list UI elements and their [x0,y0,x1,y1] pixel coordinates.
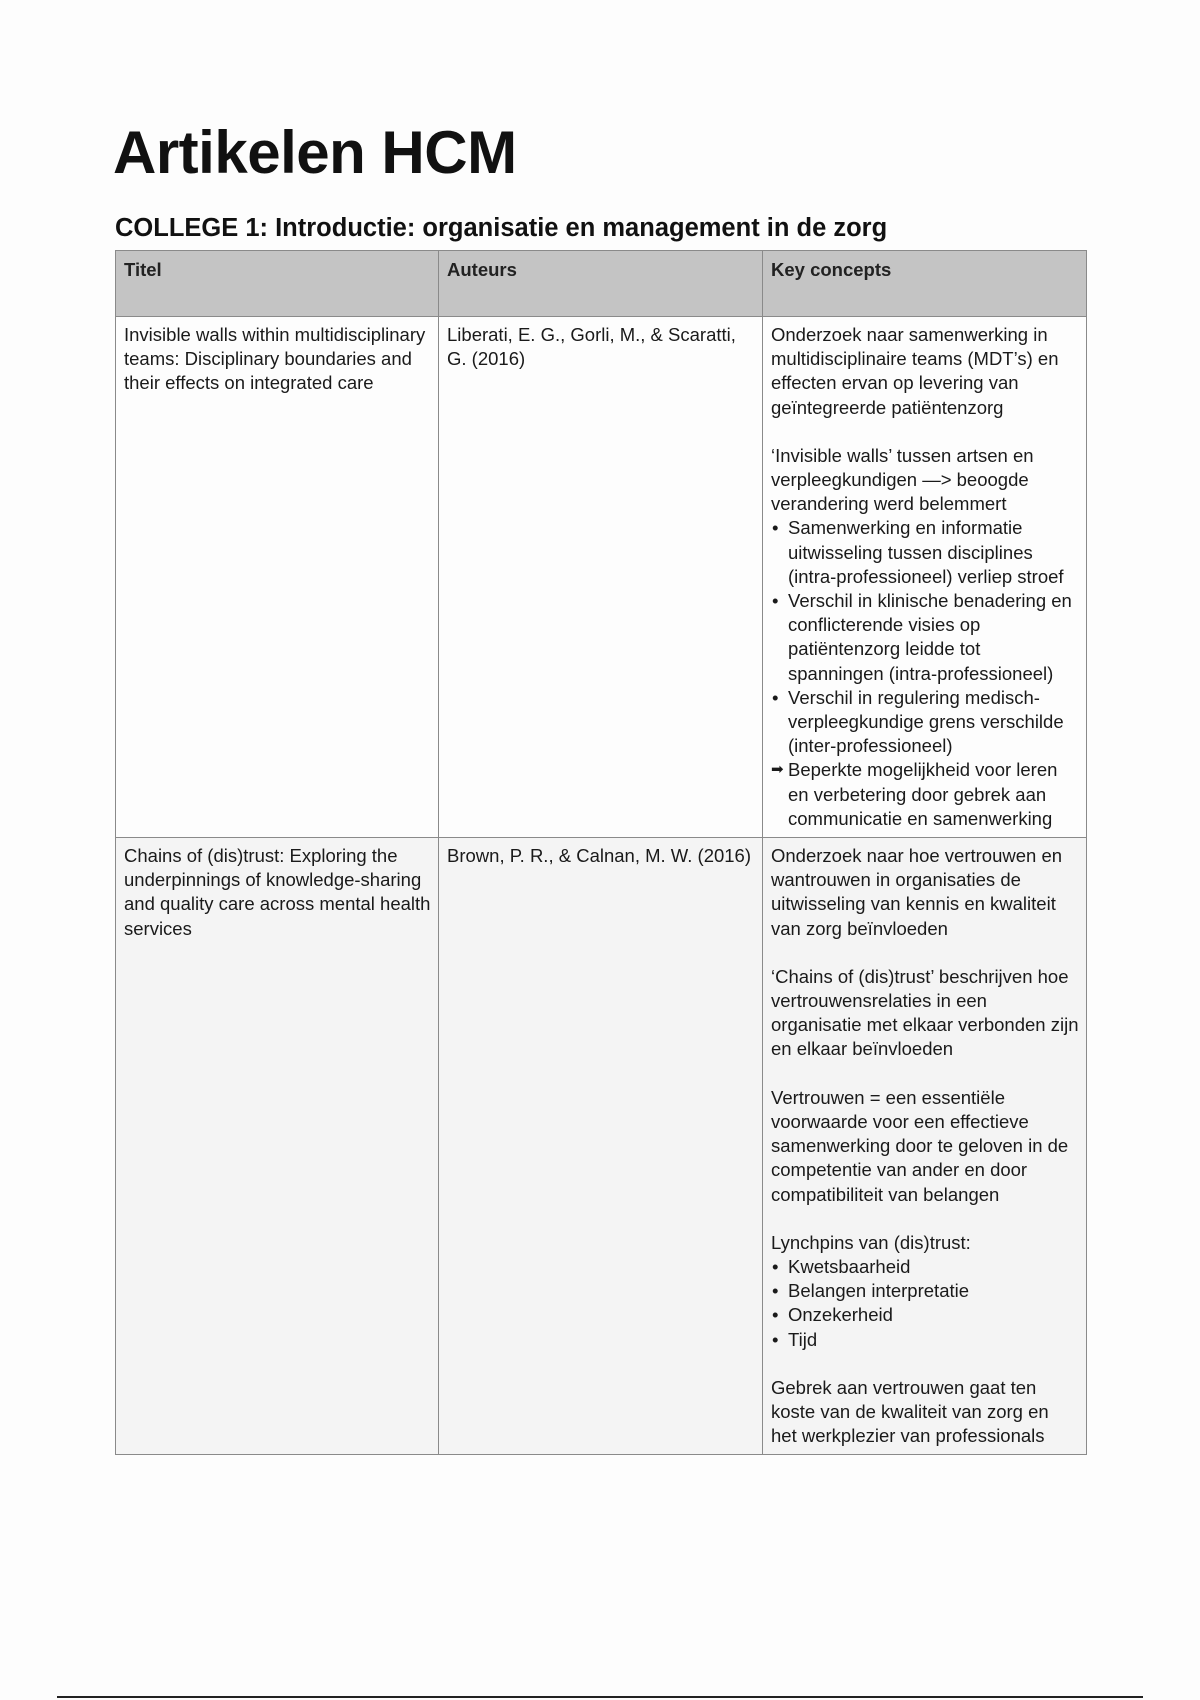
list-item-text: Kwetsbaarheid [788,1255,911,1277]
article-title: Invisible walls within multidisciplinary teams: Disciplinary boundaries and their effects on integrated care [124,324,426,394]
section-heading: COLLEGE 1: Introductie: organisatie en management in de zorg [115,214,888,242]
key-concepts-cell [763,838,1087,1455]
list-item [771,1303,1079,1327]
authors-cell [439,317,763,838]
bullet-icon: • [772,686,779,708]
bullet-icon: • [772,1328,779,1350]
key-concept-paragraph: ‘Chains of (dis)trust’ beschrijven hoe vertrouwensrelaties in een organisatie met elkaar verbonden zijn en elkaar beïnvloeden [771,965,1079,1060]
key-concept-list [771,516,1079,831]
list-item [771,686,1079,759]
list-item [771,589,1079,686]
list-item [771,758,1079,831]
article-authors: Liberati, E. G., Gorli, M., & Scaratti, G. (2016) [447,324,736,370]
key-concept-paragraph: Gebrek aan vertrouwen gaat ten koste van de kwaliteit van zorg en het werkplezier van professionals [771,1376,1049,1447]
table-row [116,317,1087,838]
list-item-text: Samenwerking en informatie uitwisseling tussen disciplines (intra-professioneel) verliep stroef [788,517,1064,587]
authors-cell [439,838,763,1455]
key-concept-paragraph: Lynchpins van (dis)trust: [771,1231,971,1253]
table-row [116,838,1087,1455]
column-header-title: Titel [116,251,439,317]
key-concept-paragraph: Onderzoek naar hoe vertrouwen en wantrouwen in organisaties de uitwisseling van kennis en kwaliteit van zorg beïnvloeden [771,845,1063,939]
list-item [771,1279,1079,1303]
bullet-icon: • [772,1304,779,1326]
key-concept-paragraph: Onderzoek naar samenwerking in multidisciplinaire teams (MDT’s) en effecten ervan op levering van geïntegreerde patiëntenzorg [771,324,1059,418]
column-header-authors: Auteurs [439,251,763,317]
bullet-icon: • [772,590,779,612]
article-authors: Brown, P. R., & Calnan, M. W. (2016) [447,845,752,867]
title-cell [116,838,439,1455]
list-item-text: Onzekerheid [788,1304,893,1326]
key-concept-list [771,1255,1079,1352]
list-item [771,1255,1079,1279]
article-title: Chains of (dis)trust: Exploring the underpinnings of knowledge-sharing and quality care across mental health services [124,845,431,939]
column-header-key-concepts: Key concepts [763,251,1087,317]
list-item-text: Belangen interpretatie [788,1280,970,1302]
list-item [771,1328,1079,1352]
key-concepts-cell [763,317,1087,838]
list-item-text: Tijd [788,1328,818,1350]
footer-rule [57,1696,1143,1698]
articles-table [115,250,1087,1455]
list-item-text: Verschil in regulering medisch-verpleegkundige grens verschilde (inter-professioneel) [788,686,1064,757]
bullet-icon: • [772,517,779,539]
list-item [771,516,1079,589]
bullet-icon: • [772,1255,779,1277]
table-header-row [116,251,1087,317]
page-title: Artikelen HCM [113,119,517,186]
key-concept-paragraph: Vertrouwen = een essentiële voorwaarde voor een effectieve samenwerking door te geloven in de competentie van ander en door compatibiliteit van belangen [771,1086,1069,1205]
list-item-text: Verschil in klinische benadering en conflicterende visies op patiëntenzorg leidde tot spanningen (intra-professioneel) [788,590,1072,684]
list-item-text: Beperkte mogelijkheid voor leren en verbetering door gebrek aan communicatie en samenwerking [788,759,1058,829]
title-cell [116,317,439,838]
arrow-right-icon: ➡ [771,761,784,779]
bullet-icon: • [772,1280,779,1302]
key-concept-paragraph: ‘Invisible walls’ tussen artsen en verpleegkundigen —> beoogde verandering werd belemmert [771,444,1034,515]
